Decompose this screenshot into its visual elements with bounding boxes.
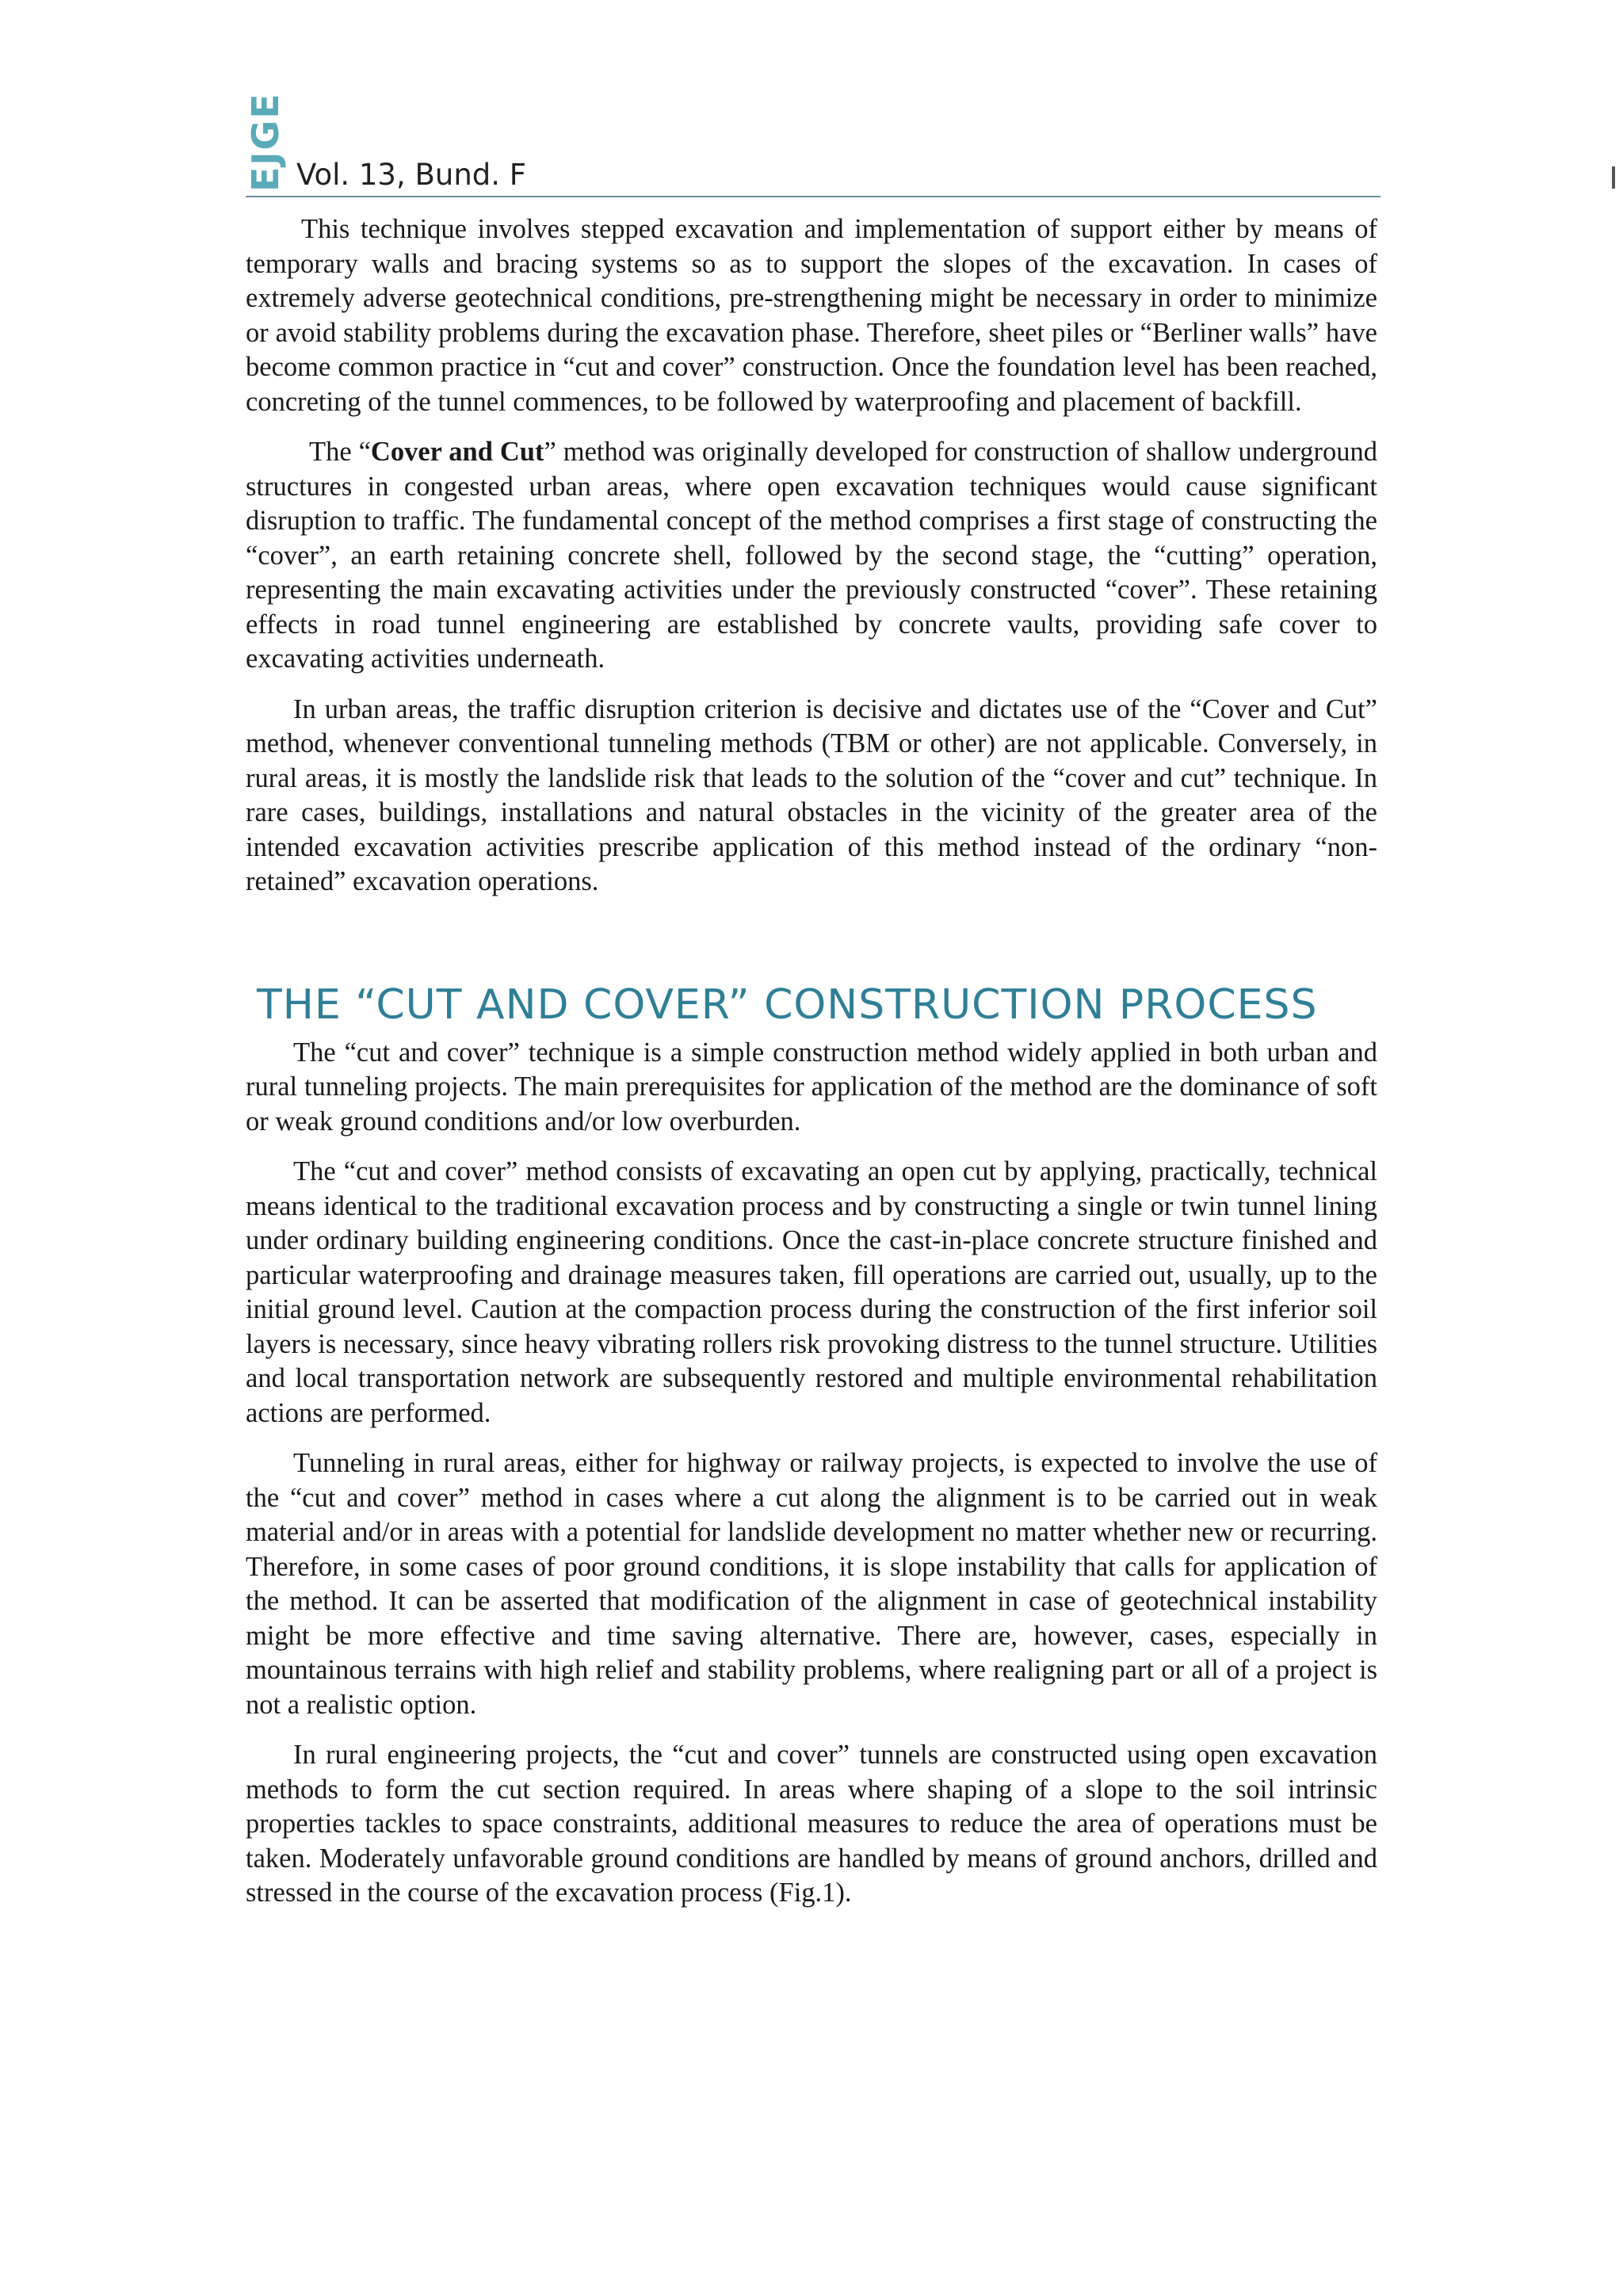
- article-body: [246, 212, 1377, 1927]
- ejge-logo: [246, 73, 285, 192]
- page-header: [246, 73, 1381, 200]
- cover-cut-text: ” method was originally developed for construction of shallow underground structures in congested urban areas, where open excavation techniques would cause significant disruption to traffic. The fundamental concept of the method comprises a first stage of constructing the “cover”, an earth retaining concrete shell, followed by the second stage, the “cutting” operation, representing the main excavating activities under the previously constructed “cover”. These retaining effects in road tunnel engineering are established by concrete vaults, providing safe cover to excavating activities underneath.: [246, 437, 1378, 674]
- paragraph-simple-method: The “cut and cover” technique is a simple construction method widely applied in both urban and rural tunneling projects. The main prerequisites for application of the method are the dominance of soft or weak ground conditions and/or low overburden.: [246, 1037, 1377, 1137]
- page-edge-mark: [1612, 166, 1615, 189]
- cover-cut-prefix: The “: [309, 437, 371, 467]
- paragraph-rural-tunneling: Tunneling in rural areas, either for highway or railway projects, is expected to involve the use of the “cut and cover” method in cases where a cut along the alignment is to be carried out in weak material and/or in areas with a potential for landslide development no matter whether new or recurring. Therefore, in some cases of poor ground conditions, it is slope instability that calls for application of the method. It can be asserted that modification of the alignment in case of geotechnical instability might be more effective and time saving alternative. There are, however, cases, especially in mountainous terrains with high relief and stability problems, where realigning part or all of a project is not a realistic option.: [246, 1448, 1377, 1720]
- volume-label: Vol. 13, Bund. F: [296, 158, 527, 192]
- paragraph-urban-areas: In urban areas, the traffic disruption criterion is decisive and dictates use of the “Cover and Cut” method, whenever conventional tunneling methods (TBM or other) are not applicable. Conversely, in rural areas, it is mostly the landslide risk that leads to the solution of the “cover and cut” technique. In rare cases, buildings, installations and natural obstacles in the vicinity of the greater area of the intended excavation activities prescribe application of this method instead of the ordinary “non-retained” excavation operations.: [246, 693, 1377, 896]
- header-divider: [246, 196, 1381, 197]
- paragraph-stepped-excavation: This technique involves stepped excavation and implementation of support either by means of temporary walls and bracing systems so as to support the slopes of the excavation. In cases of extremely adverse geotechnical conditions, pre-strengthening might be necessary in order to minimize or avoid stability problems during the excavation phase. Therefore, sheet piles or “Berliner walls” have become common practice in “cut and cover” construction. Once the foundation level has been reached, concreting of the tunnel commences, to be followed by waterproofing and placement of backfill.: [246, 214, 1377, 417]
- paragraph-open-cut: The “cut and cover” method consists of excavating an open cut by applying, practically, technical means identical to the traditional excavation process and by constructing a single or twin tunnel lining under ordinary building engineering conditions. Once the cast-in-place concrete structure finished and particular waterproofing and drainage measures taken, fill operations are carried out, usually, up to the initial ground level. Caution at the compaction process during the construction of the first inferior soil layers is necessary, since heavy vibrating rollers risk provoking distress to the tunnel structure. Utilities and local transportation network are subsequently restored and multiple environmental rehabilitation actions are performed.: [246, 1156, 1377, 1428]
- paragraph-cover-and-cut: [246, 435, 1377, 677]
- section-heading: THE “CUT AND COVER” CONSTRUCTION PROCESS: [257, 980, 1318, 1029]
- paragraph-rural-projects: In rural engineering projects, the “cut and cover” tunnels are constructed using open excavation methods to form the cut section required. In areas where shaping of a slope to the soil intrinsic properties tackles to space constraints, additional measures to reduce the area of operations must be taken. Moderately unfavorable ground conditions are handled by means of ground anchors, drilled and stressed in the course of the excavation process (Fig.1).: [246, 1740, 1377, 1908]
- cover-cut-bold-term: Cover and Cut: [370, 437, 544, 467]
- ejge-logo-text: EJGE: [244, 92, 287, 192]
